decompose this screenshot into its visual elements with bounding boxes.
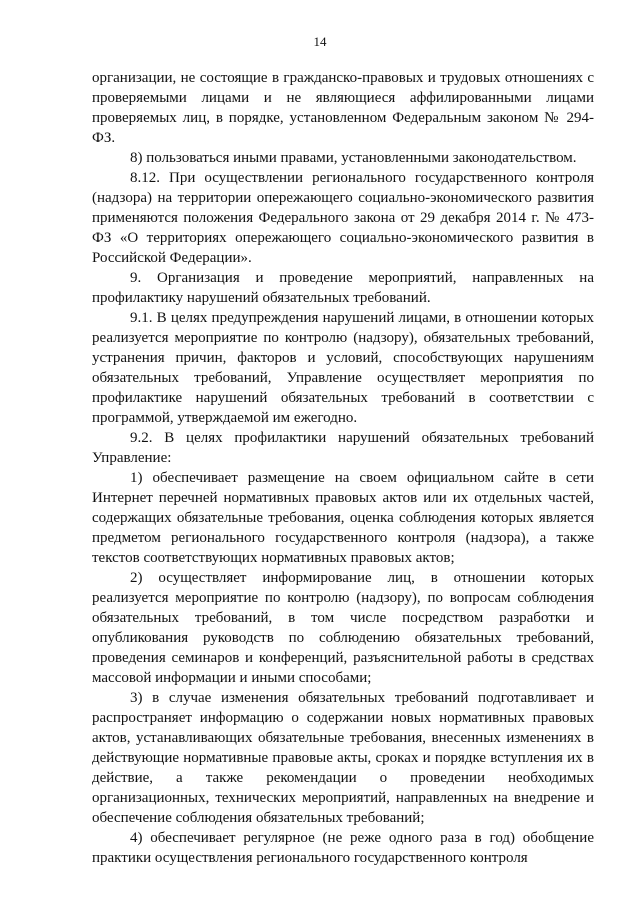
paragraph: 1) обеспечивает размещение на своем официальном сайте в сети Интернет перечней нормативных правовых актов или их отдельных частей, содержащих обязательные требования, оценка соблюдения которых является предметом регионального государственного контроля (надзора), а также текстов соответствующих нормативных правовых актов; xyxy=(92,470,594,566)
page-number: 14 xyxy=(313,34,327,49)
paragraph: 9.2. В целях профилактики нарушений обязательных требований Управление: xyxy=(92,430,594,466)
paragraph: организации, не состоящие в гражданско-правовых и трудовых отношениях с проверяемыми лицами и не являющиеся аффилированными лицами проверяемых лиц, в порядке, установленном Федеральным законом № 294-ФЗ. xyxy=(92,70,594,146)
paragraph: 9.1. В целях предупреждения нарушений лицами, в отношении которых реализуется мероприятие по контролю (надзору), обязательных требований, устранения причин, факторов и условий, способствующих нарушениям обязательных требований, Управление осуществляет мероприятия по профилактике нарушений обязательных требований в соответствии с программой, утверждаемой им ежегодно. xyxy=(92,310,594,426)
document-body xyxy=(92,68,594,868)
paragraph: 4) обеспечивает регулярное (не реже одного раза в год) обобщение практики осуществления регионального государственного контроля xyxy=(92,830,594,866)
paragraph: 3) в случае изменения обязательных требований подготавливает и распространяет информацию о содержании новых нормативных правовых актов, устанавливающих обязательные требования, внесенных изменениях в действующие нормативные правовые акты, сроках и порядке вступления их в действие, а также рекомендации о проведении необходимых организационных, технических мероприятий, направленных на внедрение и обеспечение соблюдения обязательных требований; xyxy=(92,690,594,826)
paragraph: 8.12. При осуществлении регионального государственного контроля (надзора) на территории опережающего социально-экономического развития применяются положения Федерального закона от 29 декабря 2014 г. № 473-ФЗ «О территориях опережающего социально-экономического развития в Российской Федерации». xyxy=(92,170,594,266)
paragraph: 2) осуществляет информирование лиц, в отношении которых реализуется мероприятие по контролю (надзору), по вопросам соблюдения обязательных требований, в том числе посредством разработки и опубликования руководств по соблюдению обязательных требований, проведения семинаров и конференций, разъяснительной работы в средствах массовой информации и иными способами; xyxy=(92,570,594,686)
paragraph: 8) пользоваться иными правами, установленными законодательством. xyxy=(130,150,577,166)
paragraph: 9. Организация и проведение мероприятий, направленных на профилактику нарушений обязательных требований. xyxy=(92,270,594,306)
